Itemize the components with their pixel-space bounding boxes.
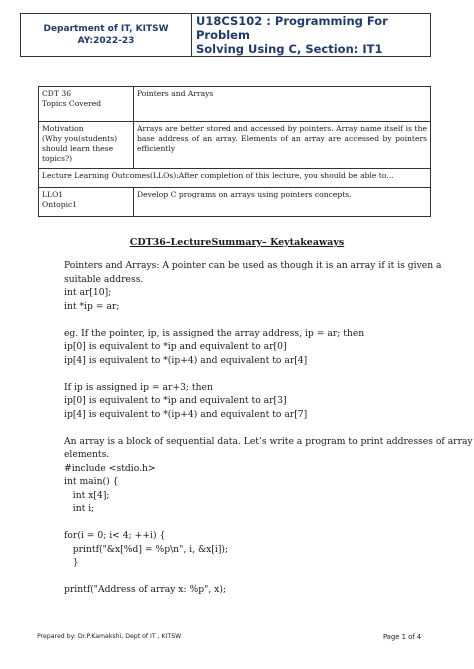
paragraph-line: elements.	[64, 449, 110, 460]
motivation-label-cell	[39, 122, 134, 169]
code-line: int main() {	[64, 476, 119, 487]
course-cell	[192, 14, 431, 57]
paragraph-line: ip[4] is equivalent to *(ip+4) and equivalent to ar[4]	[64, 354, 308, 366]
llo-row	[39, 188, 431, 217]
motivation-sub2: should learn these	[42, 144, 114, 153]
llo-heading: Lecture Learning Outcomes(LLOs):After completion of this lecture, you should be able to...	[39, 169, 431, 188]
paragraph-line: Pointers and Arrays: A pointer can be used as though it is an array if it is given a	[64, 260, 442, 271]
footer-page-number: Page 1 of 4	[383, 633, 422, 641]
paragraph-line: An array is a block of sequential data. Let’s write a program to print addresses of array	[64, 435, 473, 447]
topics-label-cell	[39, 87, 134, 122]
code-line: printf("Address of array x: %p", x);	[64, 584, 227, 595]
department-name: Department of IT, KITSW	[43, 24, 169, 34]
llo-heading-row	[39, 169, 431, 188]
topics-row	[39, 87, 431, 122]
code-line: for(i = 0; i< 4; ++i) {	[64, 530, 166, 541]
academic-year: AY:2022-23	[77, 36, 135, 46]
motivation-label: Motivation	[42, 124, 84, 133]
document-header	[20, 13, 431, 57]
paragraph-line: suitable address.	[64, 273, 144, 285]
code-line: int x[4];	[64, 489, 110, 501]
code-line: printf("&x[%d] = %p\n", i, &x[i]);	[64, 543, 229, 555]
footer-prepared-by: Prepared by: Dr.P.Kamakshi, Dept of IT , KITSW	[37, 633, 182, 640]
motivation-sub3: topics?)	[42, 154, 73, 163]
paragraph-line: If ip is assigned ip = ar+3; then	[64, 381, 213, 393]
llo-id: LLO1	[42, 190, 64, 199]
code-line: int i;	[64, 503, 95, 514]
paragraph-line: ip[0] is equivalent to *ip and equivalent to ar[0]	[64, 341, 287, 352]
lecture-info-table	[38, 86, 431, 217]
code-line: int *ip = ar;	[64, 300, 120, 312]
code-line: #include <stdio.h>	[64, 462, 156, 474]
paragraph-line: ip[0] is equivalent to *ip and equivalent to ar[3]	[64, 395, 287, 406]
code-line: }	[64, 557, 79, 568]
llo-tag: Ontopic1	[42, 200, 78, 209]
topics-value: Pointers and Arrays	[134, 87, 431, 122]
llo-label-cell	[39, 188, 134, 217]
course-title-line2: Solving Using C, Section: IT1	[196, 42, 383, 56]
topics-label: Topics Covered	[42, 99, 102, 108]
motivation-value: Arrays are better stored and accessed by pointers. Array name itself is the base address of an array. Elements of an array are accessed by pointers efficiently	[134, 122, 431, 169]
cdt-number: CDT 36	[42, 89, 72, 98]
paragraph-line: eg. If the pointer, ip, is assigned the array address, ip = ar; then	[64, 327, 365, 339]
motivation-sub1: (Why you(students)	[42, 134, 118, 143]
paragraph-line: ip[4] is equivalent to *(ip+4) and equivalent to ar[7]	[64, 408, 308, 420]
llo-value: Develop C programs on arrays using pointers concepts.	[134, 188, 431, 217]
lecture-body	[64, 259, 473, 597]
code-line: int ar[10];	[64, 287, 112, 298]
summary-title: CDT36–LectureSummary– Keytakeaways	[129, 237, 345, 248]
department-cell	[21, 14, 192, 57]
course-title-line1: U18CS102 : Programming For Problem	[196, 14, 388, 42]
motivation-row	[39, 122, 431, 169]
